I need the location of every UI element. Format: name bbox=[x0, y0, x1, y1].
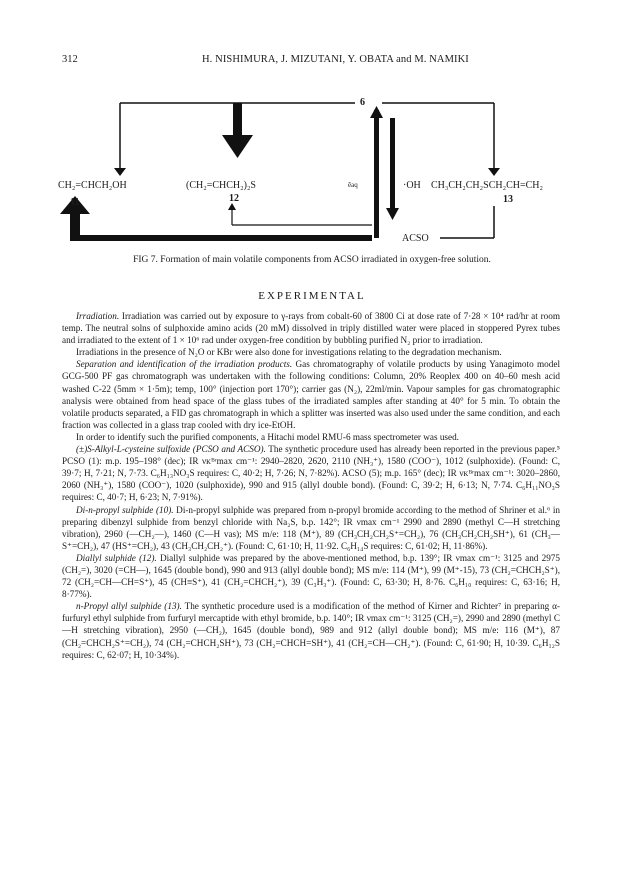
center-bar-right bbox=[390, 118, 395, 210]
hydrated-electron-label: ēaq bbox=[348, 181, 358, 189]
paragraph-lead: Di-n-propyl sulphide (10). bbox=[76, 504, 174, 515]
paragraph-lead: Separation and identification of the irradiation products. bbox=[76, 359, 293, 370]
arrow-to-11-head bbox=[114, 168, 126, 176]
compound-13-formula: CH₃CH₂CH₂SCH₂CH=CH₂ bbox=[431, 180, 543, 191]
paragraph-irradiation-additional bbox=[62, 346, 560, 358]
arrow-12-small-head bbox=[228, 203, 236, 210]
paragraph-lead: Irradiation. bbox=[76, 311, 120, 321]
center-up-arrow-head bbox=[370, 106, 383, 118]
page-number: 312 bbox=[62, 54, 78, 65]
compound-number-12: 12 bbox=[229, 193, 239, 204]
figure-caption: FIG 7. Formation of main volatile components from ACSO irradiated in oxygen-free solution. bbox=[133, 255, 491, 265]
paragraph-diallyl-sulphide bbox=[62, 552, 560, 600]
compound-number-6: 6 bbox=[360, 97, 365, 108]
big-down-arrow-head bbox=[222, 135, 253, 158]
compound-12-formula: (CH₂=CHCH₂)₂S bbox=[186, 180, 256, 191]
arrow-to-13-head bbox=[488, 168, 500, 176]
paragraph-irradiation bbox=[62, 310, 560, 346]
paragraph-lead: n-Propyl allyl sulphide (13). bbox=[76, 601, 182, 612]
center-down-arrow-head bbox=[386, 208, 399, 220]
paragraph-mass-spectrometer bbox=[62, 431, 560, 443]
big-up-arrow-stem bbox=[70, 212, 80, 241]
paragraph-lead: Diallyl sulphide (12). bbox=[76, 552, 157, 563]
paragraph-lead: (±)S-Alkyl-L-cysteine sulfoxide (PCSO and ACSO). bbox=[76, 444, 266, 455]
section-heading-experimental: EXPERIMENTAL bbox=[258, 290, 366, 302]
paragraph-propyl-allyl-sulphide bbox=[62, 600, 560, 660]
compound-number-13: 13 bbox=[503, 194, 513, 205]
paragraph-text: Di-n-propyl sulphide was prepared from n-propyl bromide according to the method of Shriner et al.⁶ in preparing dibenzyl sulphide from benzyl chloride with Na₂S, b.p. 142°; IR νmax cm⁻¹ 2990 and 2890 (methyl C—H stretching vibration), 2960 (—CH₂—), 1460 (C—H vas); MS m/e: 118 (M⁺), 89 (CH₃CH₂CH₂S⁺=CH₂), 76 (CH₃CH₂CH₂SH⁺), 61 (CH₃—S⁺=CH₂), 47 (HS⁺=CH₂), 43 (CH₃CH₂CH₂⁺). (Found: C, 61·10; H, 11·92. C₆H₁₄S requires: C, 61·02; H, 11·86%). bbox=[62, 504, 560, 551]
acso-label: ACSO bbox=[402, 233, 429, 244]
reaction-scheme-lines bbox=[0, 0, 624, 250]
bottom-thick-line bbox=[72, 235, 372, 241]
paragraph-separation bbox=[62, 358, 560, 431]
hydroxyl-radical-label: ·OH bbox=[403, 180, 421, 191]
paragraph-dipropyl-sulphide bbox=[62, 504, 560, 552]
experimental-body bbox=[62, 310, 560, 661]
compound-number-11: 11 bbox=[70, 197, 80, 208]
big-down-arrow-stem bbox=[233, 103, 242, 139]
paragraph-pcso-acso bbox=[62, 443, 560, 503]
reaction-scheme-figure bbox=[0, 0, 624, 250]
paragraph-text: Irradiations in the presence of N₂O or KBr were also done for investigations relating to the degradation mechanism. bbox=[76, 347, 502, 358]
running-header-authors: H. NISHIMURA, J. MIZUTANI, Y. OBATA and M. NAMIKI bbox=[202, 54, 469, 65]
paragraph-text: The synthetic procedure used is a modification of the method of Kirner and Richter⁷ in preparing α-furfuryl ethyl sulphide from furfuryl mercaptide with ethyl bromide, b.p. 140°; IR νmax cm⁻¹: 3125 (CH₂=), 2990 and 2890 (methyl C—H stretching vibration), 2950 (—CH₂), 1645 (double bond), 989 and 912 (allyl double bond); MS m/e: 116 (M⁺), 87 (CH₂=CHCH₂S⁺=CH₂), 74 (CH₂=CHCH₂SH⁺), 73 (CH₂=CHCH=SH⁺), 41 (CH₂=CH—CH₂⁺). (Found: C, 61·90; H, 10·39. C₆H₁₂S requires: C, 62·07; H, 10·34%). bbox=[62, 601, 560, 660]
center-bar-left bbox=[374, 110, 379, 238]
paragraph-text: The synthetic procedure used has already been reported in the previous paper.⁵ PCSO (1): m.p. 195–198° (dec); IR νᴋᴮʳmax cm⁻¹: 2940–2820, 2620, 2110 (NH₃⁺), 1580 (COO⁻), 1012 (sulphoxide). (Found: C, 39·7; H, 7·21; N, 7·73. C₆H₁₃NO₃S requires: C, 40·2; H, 7·26; N, 7·82%). ACSO (5); m.p. 165° (dec); IR νᴋᴮʳmax cm⁻¹: 3020–2860, 2060 (NH₃⁺), 1580 (COO⁻), 1020 (sulphoxide), 990 and 915 (allyl double bond). (Found: C, 39·2; H, 6·13; N, 7·74. C₆H₁₁NO₃S requires: C, 40·7; H, 6·23; N, 7·91%). bbox=[62, 444, 560, 503]
compound-11-formula: CH₂=CHCH₂OH bbox=[58, 180, 127, 191]
paragraph-text: Diallyl sulphide was prepared by the above-mentioned method, b.p. 139°; IR νmax cm⁻¹: 3125 and 2975 (CH₂=), 3020 (=CH—), 1645 (double bond), 990 and 913 (allyl double bond); MS m/e: 114 (M⁺), 99 (M⁺-15), 73 (CH₂=CHCH₂S⁺), 72 (CH₂=CH—CH=S⁺), 45 (CH≡S⁺), 41 (CH₂=CHCH₂⁺), 39 (C₃H₃⁺). (Found: C, 63·30; H, 8·76. C₆H₁₀ requires: C, 63·16; H, 8·77%). bbox=[62, 552, 560, 600]
paragraph-text: Gas chromatography of volatile products by using Yanagimoto model GCG-500 PF gas chromatograph was undertaken with the following conditions: Column, 20% Reoplex 400 on 40–60 mesh acid washed C-22 (5mm × 1·5m); temp, 100° (injection port 170°); carrier gas (N₂), 22ml/min. Vapour samples for gas chromatographic analysis were obtained from head space of the glass tubes of the irradiated samples after standing at 40° for 5 min. To obtain the volatile products separated, a FID gas chromatograph in which a splitter was inserted was also used under the same condition, and each fraction was collected in a glass trap cooled with dry ice-EtOH. bbox=[62, 359, 560, 430]
paragraph-text: Irradiation was carried out by exposure to γ-rays from cobalt-60 of 3800 Ci at dose rate of 7·28 × 10⁴ rad/hr at room temp. The neutral solns of sulphoxide amino acids (20 mM) dissolved in triply distilled water were placed in stoppered Pyrex tubes and irradiated to the extent of 1 × 10⁶ rad under oxygen-free condition by bubbling purified N₂ prior to irradiation. bbox=[62, 311, 560, 346]
paragraph-text: In order to identify such the purified components, a Hitachi model RMU-6 mass spectrometer was used. bbox=[76, 431, 459, 442]
